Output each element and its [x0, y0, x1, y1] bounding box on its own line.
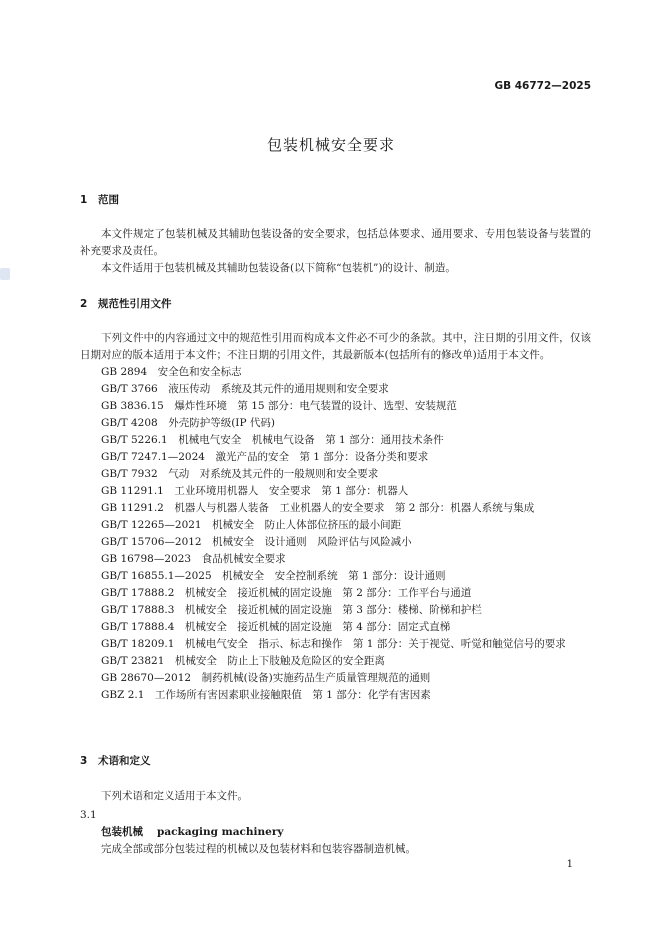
reference-item: GB 16798—2023 食品机械安全要求 — [101, 553, 286, 565]
section-3 — [80, 753, 591, 770]
section-2-heading — [80, 296, 591, 313]
reference-item: GB/T 15706—2012 机械安全 设计通则 风险评估与风险减小 — [101, 536, 412, 548]
standard-code: GB 46772—2025 — [494, 80, 591, 92]
section-3-number: 3 — [80, 755, 88, 767]
reference-item: GBZ 2.1 工作场所有害因素职业接触限值 第 1 部分：化学有害因素 — [101, 689, 431, 701]
term-english: packaging machinery — [157, 826, 284, 838]
reference-item: GB/T 16855.1—2025 机械安全 安全控制系统 第 1 部分：设计通则 — [101, 570, 446, 582]
reference-item: GB 11291.2 机器人与机器人装备 工业机器人的安全要求 第 2 部分：机器人系统与集成 — [101, 502, 535, 514]
document-title: 包装机械安全要求 — [266, 136, 395, 154]
section-1-title: 范围 — [98, 194, 119, 206]
section-3-body — [80, 788, 591, 858]
side-margin-mark — [0, 268, 10, 280]
page-number: 1 — [566, 859, 573, 870]
reference-item: GB/T 7932 气动 对系统及其元件的一般规则和安全要求 — [101, 468, 379, 480]
reference-item: GB 11291.1 工业环境用机器人 安全要求 第 1 部分：机器人 — [101, 485, 409, 497]
reference-item: GB/T 17888.2 机械安全 接近机械的固定设施 第 2 部分：工作平台与通道 — [101, 587, 472, 599]
reference-item: GB 28670—2012 制药机械(设备)实施药品生产质量管理规范的通则 — [101, 672, 431, 684]
term-definition: 完成全部或部分包装过程的机械以及包装材料和包装容器制造机械。 — [101, 843, 416, 855]
term-chinese: 包装机械 — [101, 826, 143, 838]
section-1-number: 1 — [80, 194, 88, 206]
section-2-body — [80, 330, 591, 704]
section-2 — [80, 296, 591, 313]
reference-item: GB/T 17888.3 机械安全 接近机械的固定设施 第 3 部分：楼梯、阶梯和护栏 — [101, 604, 482, 616]
term-number: 3.1 — [80, 809, 97, 821]
section-1-heading — [80, 192, 591, 209]
section-2-title: 规范性引用文件 — [98, 298, 172, 310]
reference-item: GB/T 4208 外壳防护等级(IP 代码) — [101, 417, 275, 429]
reference-item: GB/T 5226.1 机械电气安全 机械电气设备 第 1 部分：通用技术条件 — [101, 434, 444, 446]
reference-item: GB/T 7247.1—2024 激光产品的安全 第 1 部分：设备分类和要求 — [101, 451, 429, 463]
reference-item: GB/T 18209.1 机械电气安全 指示、标志和操作 第 1 部分：关于视觉、听觉和触觉信号的要求 — [101, 638, 566, 650]
paragraph: 本文件适用于包装机械及其辅助包装设备(以下简称“包装机”)的设计、制造。 — [101, 262, 456, 274]
section-1-body — [80, 226, 591, 277]
reference-item: GB/T 17888.4 机械安全 接近机械的固定设施 第 4 部分：固定式直梯 — [101, 621, 451, 633]
paragraph: 本文件规定了包装机械及其辅助包装设备的安全要求，包括总体要求、通用要求、专用包装设备与装置的补充要求及责任。 — [80, 228, 591, 257]
reference-item: GB/T 12265—2021 机械安全 防止人体部位挤压的最小间距 — [101, 519, 402, 531]
paragraph: 下列术语和定义适用于本文件。 — [101, 790, 248, 802]
reference-item: GB 2894 安全色和安全标志 — [101, 366, 242, 378]
reference-item: GB/T 3766 液压传动 系统及其元件的通用规则和安全要求 — [101, 383, 389, 395]
section-3-title: 术语和定义 — [98, 755, 151, 767]
reference-item: GB/T 23821 机械安全 防止上下肢触及危险区的安全距离 — [101, 655, 385, 667]
term-heading — [80, 824, 591, 841]
section-1 — [80, 192, 591, 209]
paragraph: 下列文件中的内容通过文中的规范性引用而构成本文件必不可少的条款。其中，注日期的引用文件，仅该日期对应的版本适用于本文件；不注日期的引用文件，其最新版本(包括所有的修改单)适用于本文件。 — [80, 332, 591, 361]
reference-item: GB 3836.15 爆炸性环境 第 15 部分：电气装置的设计、选型、安装规范 — [101, 400, 457, 412]
section-2-number: 2 — [80, 298, 88, 310]
section-3-heading — [80, 753, 591, 770]
